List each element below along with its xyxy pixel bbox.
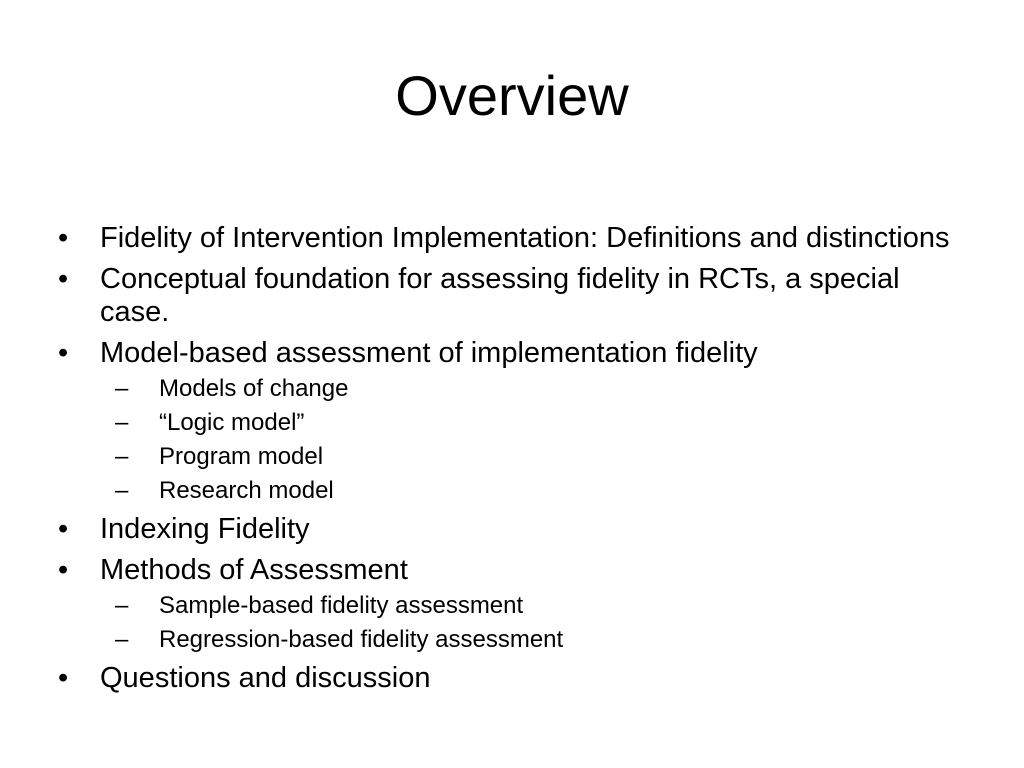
bullet-marker: • [58,337,69,369]
bullet-marker: • [58,554,69,586]
sub-item [115,375,914,403]
bullet-list [58,222,958,703]
sub-item-text: “Logic model” [159,409,305,436]
bullet-item [58,554,958,654]
sub-item [115,592,914,620]
sub-marker: – [115,477,129,504]
sub-item [115,443,914,471]
bullet-item [58,662,958,695]
sub-item [115,477,914,505]
bullet-text: Indexing Fidelity [100,513,310,545]
sub-list [100,375,958,505]
sub-marker: – [115,375,129,402]
bullet-marker: • [58,263,69,295]
bullet-text: Fidelity of Intervention Implementation: Definitions and distinctions [100,222,950,254]
sub-item-text: Sample-based fidelity assessment [159,592,524,619]
bullet-item [58,263,958,329]
sub-item-text: Research model [159,477,334,504]
bullet-item [58,222,958,255]
bullet-text: Conceptual foundation for assessing fidelity in RCTs, a special case. [100,263,900,328]
bullet-item [58,337,958,505]
bullet-item [58,513,958,546]
bullet-marker: • [58,222,69,254]
bullet-text: Methods of Assessment [100,554,408,586]
slide-title: Overview [395,64,629,127]
sub-item-text: Program model [159,443,324,470]
bullet-text: Model-based assessment of implementation fidelity [100,337,758,369]
sub-marker: – [115,443,129,470]
sub-item-text: Models of change [159,375,349,402]
sub-item [115,409,914,437]
sub-item [115,626,914,654]
bullet-marker: • [58,513,69,545]
sub-list [100,592,958,654]
sub-marker: – [115,409,129,436]
sub-item-text: Regression-based fidelity assessment [159,626,564,653]
bullet-text: Questions and discussion [100,662,431,694]
bullet-marker: • [58,662,69,694]
sub-marker: – [115,592,129,619]
sub-marker: – [115,626,129,653]
